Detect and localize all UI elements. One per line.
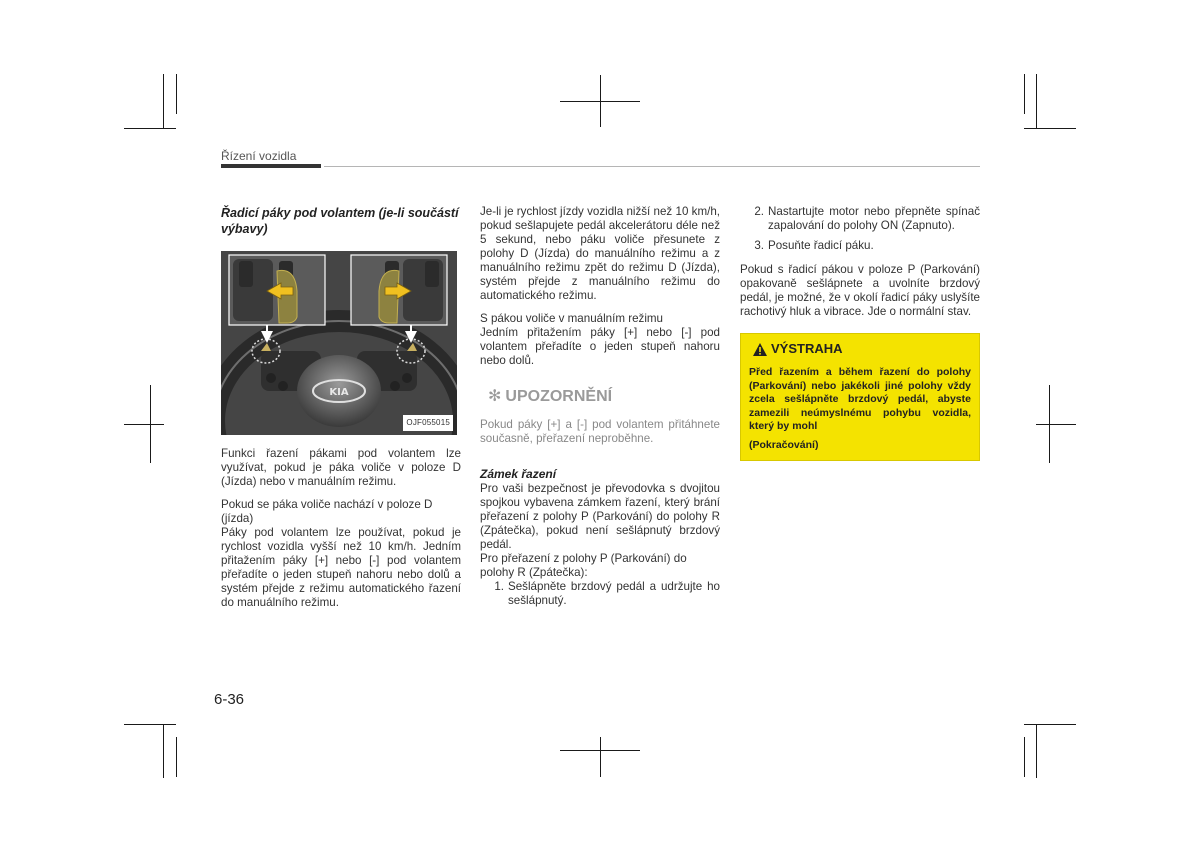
crop-mark: [1024, 724, 1076, 725]
list-item: [740, 239, 980, 253]
crop-mark: [1024, 74, 1025, 114]
steps-list: [480, 580, 720, 608]
figure-code: OJF055015: [403, 415, 453, 431]
steering-wheel-illustration: [221, 251, 457, 435]
crop-mark: [124, 128, 176, 129]
crop-mark: [163, 74, 164, 128]
list-number: 3.: [754, 239, 764, 252]
column-3: [740, 205, 980, 461]
paddle-shifter-title: Řadicí páky pod volantem (je-li součástí výbavy): [221, 206, 459, 236]
warning-box: [740, 333, 980, 461]
header-bar: [221, 164, 321, 168]
list-number: 2.: [754, 205, 764, 218]
column-2: [480, 205, 720, 608]
registration-mark: [124, 424, 164, 425]
shift-lock-text: Pro vaši bezpečnost je převodovka s dvojitou spojkou vybavena zámkem řazení, který brání přeřazení z polohy P (Parkování) do polohy R (Zpátečka), pokud není sešlápnutý brzdový pedál.: [480, 482, 720, 551]
notice-star-icon: ✻: [488, 388, 502, 405]
page-number: 6-36: [214, 691, 245, 708]
crop-mark: [1024, 128, 1076, 129]
warning-header: [753, 342, 971, 356]
steps-list-continued: [740, 205, 980, 253]
crop-mark: [124, 724, 176, 725]
column-1: [221, 205, 461, 610]
list-number: 1.: [494, 580, 504, 593]
registration-mark: [150, 385, 151, 463]
crop-mark: [1036, 74, 1037, 128]
section-header: Řízení vozidla: [221, 149, 297, 163]
registration-mark: [600, 75, 601, 127]
position-d-subhead: Pokud se páka voliče nachází v poloze D (jízda): [221, 498, 433, 525]
registration-mark: [1036, 424, 1076, 425]
continued-label: (Pokračování): [749, 438, 819, 451]
registration-mark: [600, 737, 601, 777]
warning-text: Před řazením a během řazení do polohy (Parkování) nebo jakékoli jiné polohy vždy zcela sešlápněte brzdový pedál, abyste zamezili neúmyslnému pohybu vozidla, který by mohl: [749, 366, 971, 432]
notice-box: [480, 390, 720, 446]
list-text: Posuňte řadicí páku.: [768, 239, 874, 252]
notice-header: [488, 390, 720, 404]
crop-mark: [176, 737, 177, 777]
registration-mark: [1049, 385, 1050, 463]
warning-triangle-icon: [753, 343, 767, 356]
manual-mode-subhead: S pákou voliče v manuálním režimu: [480, 312, 664, 325]
notice-title: UPOZORNĚNÍ: [505, 388, 613, 405]
paddle-shifter-figure: [221, 251, 457, 435]
shift-lock-intro: Pro přeřazení z polohy P (Parkování) do polohy R (Zpátečka):: [480, 552, 687, 579]
header-rule: [324, 166, 980, 167]
crop-mark: [176, 74, 177, 114]
brake-noise-text: Pokud s řadicí pákou v poloze P (Parkování) opakovaně sešlápnete a uvolníte brzdový pedál, je možné, že v okolí řadicí páky uslyšíte rachotivý hluk a vibrace. Jde o normální stav.: [740, 263, 980, 318]
paddle-intro-text: Funkci řazení pákami pod volantem lze využívat, pokud je páka voliče v poloze D (Jízda) nebo v manuálním režimu.: [221, 447, 461, 488]
low-speed-text: Je-li je rychlost jízdy vozidla nižší než 10 km/h, pokud sešlapujete pedál akcelerátoru déle než 5 sekund, nebo páku voliče přesunete z polohy D (Jízda) do manuálního režimu a z manuálního režimu zpět do režimu D (Jízda), systém přejde z manuálního režimu do automatického režimu.: [480, 205, 720, 302]
notice-text: Pokud páky [+] a [-] pod volantem přitáhnete současně, přeřazení neproběhne.: [480, 418, 720, 445]
shift-lock-title: Zámek řazení: [480, 467, 557, 481]
crop-mark: [163, 724, 164, 778]
warning-title: VÝSTRAHA: [771, 341, 843, 356]
list-text: Sešlápněte brzdový pedál a udržujte ho sešlápnutý.: [508, 580, 720, 607]
position-d-text: Páky pod volantem lze používat, pokud je rychlost vozidla vyšší než 10 km/h. Jedním přitažením páky [+] nebo [-] pod volantem přeřadíte o jeden stupeň nahoru nebo dolů a systém přejde z režimu automatického řazení do manuálního režimu.: [221, 526, 461, 609]
list-item: [740, 205, 980, 233]
list-text: Nastartujte motor nebo přepněte spínač zapalování do polohy ON (Zapnuto).: [768, 205, 980, 232]
manual-mode-text: Jedním přitažením páky [+] nebo [-] pod volantem přeřadíte o jeden stupeň nahoru nebo dolů.: [480, 326, 720, 367]
svg-text:KIA: KIA: [329, 387, 349, 398]
crop-mark: [1036, 724, 1037, 778]
crop-mark: [1024, 737, 1025, 777]
list-item: [480, 580, 720, 608]
